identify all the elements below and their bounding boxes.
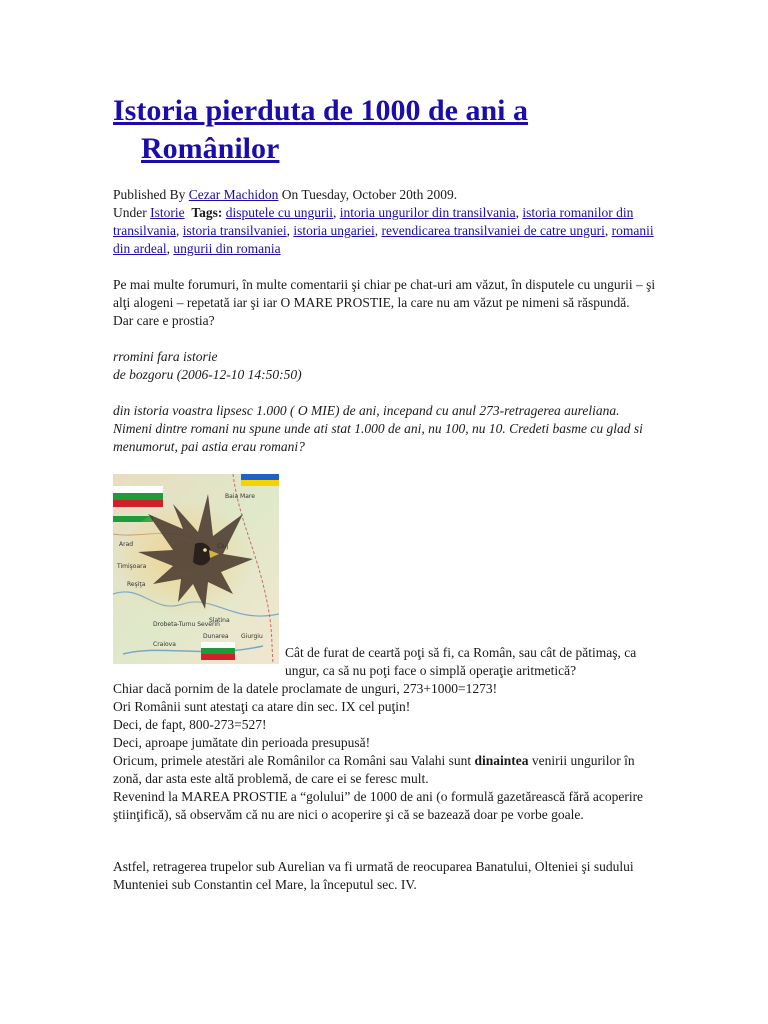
map-illustration (113, 474, 279, 664)
tag-link[interactable]: disputele cu ungurii (225, 205, 333, 220)
flag-top-left (113, 486, 163, 507)
flag-top-right (241, 474, 279, 486)
illustrated-section (113, 474, 658, 894)
body-line: Chiar dacă pornim de la datele proclamate de unguri, 273+1000=1273! (113, 681, 498, 696)
intro-question: Dar care e prostia? (113, 313, 215, 328)
article-title[interactable] (113, 92, 658, 168)
quote-byline: de bozgoru (2006-12-10 14:50:50) (113, 367, 302, 382)
map-label: Craiova (153, 641, 176, 648)
quoted-comment (113, 348, 658, 384)
article-meta: Published By Cezar Machidon On Tuesday, October 20th 2009. Under Istorie Tags: disputele cu ungurii, intoria ungurilor din transilvania, istoria romanilor din transilvania, istoria transilvaniei, istoria ungariei, revendicarea transilvaniei de catre unguri, romanii din ardeal, ungurii din romania (113, 187, 654, 256)
map-label: Reşiţa (127, 581, 146, 588)
map-label: Cluj (217, 543, 229, 550)
tag-link[interactable]: intoria ungurilor din transilvania (339, 205, 516, 220)
tag-link[interactable]: istoria ungariei (293, 223, 375, 238)
tag-link[interactable]: ungurii din romania (173, 241, 281, 256)
map-label: Baia Mare (225, 493, 255, 500)
article (113, 92, 658, 894)
body-line: Deci, de fapt, 800-273=527! (113, 717, 267, 732)
body-line: Astfel, retragerea trupelor sub Aurelian va fi urmată de reocuparea Banatului, Olteniei şi sudului Munteniei sub Constantin cel Mare, la începutul sec. IV. (113, 859, 634, 892)
body-line: Oricum, primele atestări ale Românilor ca Români sau Valahi sunt dinaintea venirii ungurilor în zonă, dar asta este altă problemă, de care ei se feresc mult. (113, 753, 635, 786)
map-label: Drobeta-Turnu Severin (153, 621, 220, 628)
under-prefix: Under (113, 205, 147, 220)
tag-link[interactable]: istoria transilvaniei (182, 223, 287, 238)
author-link[interactable]: Cezar Machidon (188, 187, 279, 202)
quoted-comment-body (113, 402, 658, 456)
quote-text: din istoria voastra lipsesc 1.000 ( O MIE) de ani, incepand cu anul 273-retragerea aureliana. Nimeni dintre romani nu spune unde ati stat 1.000 de ani, nu 100, nu 10. Credeti basme cu glad si menumorut, pai astia erau romani? (113, 403, 643, 454)
intro (113, 276, 658, 330)
published-prefix: Published By (113, 187, 186, 202)
quote-heading: rromini fara istorie (113, 349, 218, 364)
flag-bottom (201, 642, 235, 660)
intro-paragraph: Pe mai multe forumuri, în multe comentarii şi chiar pe chat-uri am văzut, în disputele cu ungurii – şi alţi alogeni – repetată iar şi iar O MARE PROSTIE, la care nu am văzut pe nimeni să răspundă. (113, 277, 656, 310)
body-line: Cât de furat de ceartă poţi să fi, ca Român, sau cât de pătimaş, ca ungur, ca să nu poţi face o simplă operaţie aritmetică? (285, 645, 637, 678)
body-line: Ori Românii sunt atestaţi ca atare din sec. IX cel puţin! (113, 699, 411, 714)
map-label: Dunarea (203, 633, 229, 640)
category-link[interactable]: Istorie (150, 205, 185, 220)
published-date: On Tuesday, October 20th 2009. (281, 187, 458, 202)
tag-link[interactable]: istoria romanilor din transilvania (113, 205, 634, 238)
body-line: Revenind la MAREA PROSTIE a “golului” de 1000 de ani (o formulă gazetărească fără acoperire ştiinţifică), să observăm că nu are nici o acoperire şi că se bazează doar pe vorbe goale. (113, 789, 644, 822)
map-eagle-image (113, 474, 279, 664)
tag-link[interactable]: romanii din ardeal (113, 223, 654, 256)
tags-label: Tags: (191, 205, 223, 220)
tag-link[interactable]: revendicarea transilvaniei de catre unguri (381, 223, 605, 238)
title-line-1[interactable]: Istoria pierduta de 1000 de ani a (113, 94, 529, 127)
emphasis: dinaintea (474, 753, 529, 768)
map-label: Timişoara (117, 563, 147, 570)
map-label: Slatina (209, 617, 230, 624)
body-line: Deci, aproape jumătate din perioada presupusă! (113, 735, 371, 750)
map-label: Arad (119, 541, 134, 548)
title-line-2[interactable]: Românilor (141, 132, 280, 165)
map-label: Giurgiu (241, 633, 263, 640)
